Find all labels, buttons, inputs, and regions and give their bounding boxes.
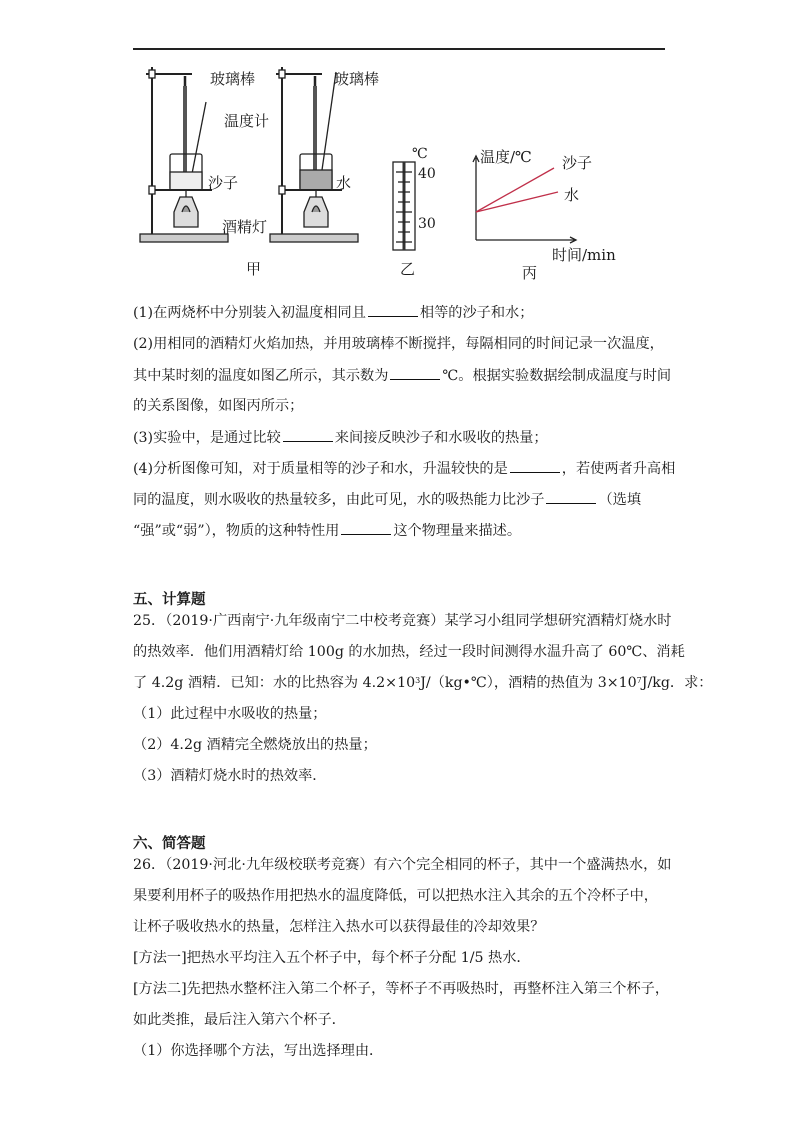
apparatus-yi	[270, 67, 358, 242]
answer-blank[interactable]	[283, 427, 333, 442]
s5-line-4: （1）此过程中水吸收的热量；	[133, 706, 327, 722]
graph-ylabel: 温度/℃	[480, 148, 532, 166]
s6-line-4: [方法一]把热水平均注入五个杯子中，每个杯子分配 1/5 热水．	[133, 950, 531, 966]
label-thermometer: 温度计	[224, 112, 270, 130]
question-line-4: 的关系图像，如图丙所示；	[133, 398, 304, 414]
question-line-1	[133, 302, 533, 323]
exponent: 7	[636, 676, 642, 685]
question-line-8	[133, 520, 521, 541]
question-line-2: (2)用相同的酒精灯火焰加热，并用玻璃棒不断搅拌，每隔相同的时间记录一次温度，	[133, 336, 664, 352]
s5-line-1: 25．（2019·广西南宁·九年级南宁二中校考竞赛）某学习小组同学想研究酒精灯烧水时	[133, 613, 672, 629]
q4-text-c: 同的温度，则水吸收的热量较多，由此可见，水的吸热能力比沙子	[133, 492, 545, 508]
s5-line-3-c: J/kg．求：	[641, 675, 713, 691]
q3-text-a: (3)实验中，是通过比较	[133, 430, 281, 446]
s5-line-3	[133, 673, 712, 693]
answer-blank[interactable]	[341, 520, 391, 535]
s6-line-2: 果要利用杯子的吸热作用把热水的温度降低，可以把热水注入其余的五个冷杯子中，	[133, 888, 658, 904]
s6-line-1: 26．（2019·河北·九年级校联考竞赛）有六个完全相同的杯子，其中一个盛满热水，如	[133, 857, 672, 873]
answer-blank[interactable]	[546, 489, 596, 504]
apparatus-jia	[140, 67, 228, 242]
label-sand: 沙子	[208, 174, 239, 192]
question-line-7	[133, 489, 641, 510]
q4-text-d: （选填	[598, 492, 642, 508]
thermometer-tick-40: 40	[418, 166, 436, 182]
label-water: 水	[336, 174, 352, 192]
series-line-sand	[476, 168, 554, 212]
s5-line-3-a: 了 4.2g 酒精．已知：水的比热容为 4.2×10	[133, 675, 416, 691]
graph-series-water: 水	[564, 186, 580, 204]
q2-text-a: 其中某时刻的温度如图乙所示，其示数为	[133, 368, 389, 384]
q3-text-b: 来间接反映沙子和水吸收的热量；	[334, 430, 548, 446]
question-line-3	[133, 365, 671, 386]
answer-blank[interactable]	[510, 458, 560, 473]
exponent: 3	[415, 676, 421, 685]
s5-line-3-b: J/（kg•℃），酒精的热值为 3×10	[420, 675, 637, 691]
s6-line-7: （1）你选择哪个方法，写出选择理由．	[133, 1043, 384, 1059]
thermometer-tick-30: 30	[418, 216, 436, 232]
s6-line-6: 如此类推，最后注入第六个杯子．	[133, 1012, 346, 1028]
answer-blank[interactable]	[368, 302, 418, 317]
caption-yi: 乙	[400, 260, 416, 278]
section-title-short-answer: 六、简答题	[133, 836, 206, 852]
thermometer-unit: ℃	[412, 146, 428, 162]
question-line-5	[133, 427, 548, 448]
series-line-water	[476, 192, 558, 212]
label-glass-rod-jia: 玻璃棒	[210, 70, 256, 88]
s5-line-5: （2）4.2g 酒精完全燃烧放出的热量；	[133, 737, 377, 753]
graph-series-sand: 沙子	[562, 154, 593, 172]
answer-blank[interactable]	[390, 365, 440, 380]
question-line-6	[133, 458, 675, 479]
label-glass-rod-yi: 玻璃棒	[334, 70, 380, 88]
graph-xlabel: 时间/min	[552, 246, 616, 264]
thermometer-drawing	[393, 162, 415, 250]
top-rule	[133, 48, 665, 50]
q4-text-f: 这个物理量来描述。	[393, 523, 522, 539]
experiment-figure	[130, 62, 650, 288]
q4-text-a: (4)分析图像可知，对于质量相等的沙子和水，升温较快的是	[133, 461, 508, 477]
label-alcohol-lamp: 酒精灯	[222, 218, 268, 236]
q4-text-e: “强”或“弱”），物质的这种特性用	[133, 523, 340, 539]
q2-text-b: ℃。根据实验数据绘制成温度与时间	[442, 368, 672, 384]
section-title-calculation: 五、计算题	[133, 592, 206, 608]
q1-text-b: 相等的沙子和水；	[419, 305, 534, 321]
s5-line-2: 的热效率．他们用酒精灯给 100g 的水加热，经过一段时间测得水温升高了 60℃、消耗	[133, 644, 685, 660]
temperature-graph	[473, 156, 576, 243]
caption-bing: 丙	[522, 264, 538, 282]
s6-line-5: [方法二]先把热水整杯注入第二个杯子，等杯子不再吸热时，再整杯注入第三个杯子，	[133, 981, 670, 997]
caption-jia: 甲	[246, 260, 262, 278]
q1-text-a: (1)在两烧杯中分别装入初温度相同且	[133, 305, 366, 321]
s6-line-3: 让杯子吸收热水的热量，怎样注入热水可以获得最佳的冷却效果？	[133, 919, 545, 935]
s5-line-6: （3）酒精灯烧水时的热效率．	[133, 768, 327, 784]
q4-text-b: ，若使两者升高相	[561, 461, 676, 477]
